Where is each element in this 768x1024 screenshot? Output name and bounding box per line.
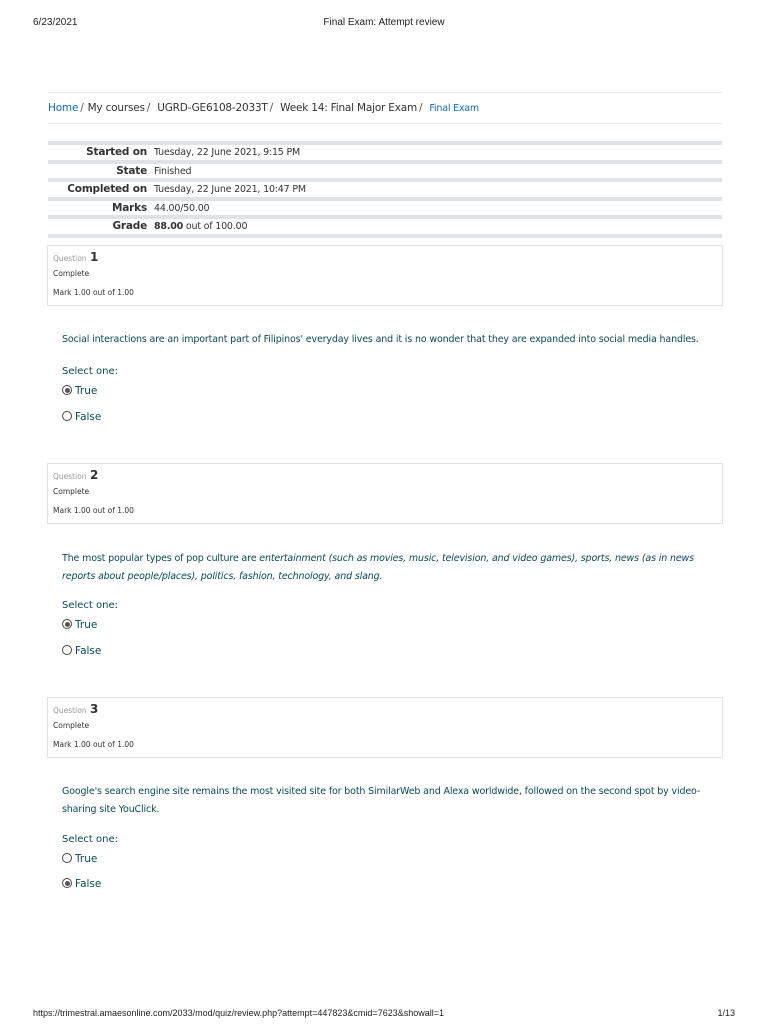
question-label: Question: [53, 254, 87, 263]
question-mark: Mark 1.00 out of 1.00: [53, 740, 134, 749]
summary-row-state: [48, 164, 722, 183]
page-number: 1/13: [717, 1008, 735, 1018]
print-date: 6/23/2021: [33, 17, 78, 28]
summary-label: Marks: [112, 201, 147, 214]
question-mark: Mark 1.00 out of 1.00: [53, 506, 134, 515]
question-number: [53, 250, 98, 264]
question-text-plain: The most popular types of pop culture are: [62, 553, 260, 564]
radio-selected-icon[interactable]: [62, 619, 72, 629]
summary-row-completed-on: [48, 182, 722, 201]
answer-option-true[interactable]: [62, 853, 97, 865]
summary-label: Grade: [112, 220, 147, 232]
option-label: True: [75, 385, 98, 397]
attempt-summary-table: [48, 141, 722, 238]
answer-option-false[interactable]: [62, 645, 101, 657]
select-one-label: Select one:: [62, 834, 119, 845]
option-label: False: [75, 411, 102, 423]
summary-row-started-on: [48, 145, 722, 164]
question-label: Question: [53, 472, 87, 481]
question-text-italic: entertainment (such as movies, music, television, and video games), sports, news (as in news reports about people/places), politics, fashion, technology, and slang.: [62, 553, 694, 582]
question-text: Google's search engine site remains the most visited site for both SimilarWeb and Alexa worldwide, followed on the second spot by video-sharing site YouClick.: [62, 786, 701, 815]
breadcrumb-home-link[interactable]: Home: [48, 102, 79, 114]
breadcrumb-current-link[interactable]: Final Exam: [429, 103, 479, 114]
option-label: False: [75, 878, 102, 890]
question-mark: Mark 1.00 out of 1.00: [53, 288, 134, 297]
breadcrumb-separator: /: [80, 102, 84, 114]
question-text: Social interactions are an important part of Filipinos' everyday lives and it is no wonder that they are expanded into social media handles.: [62, 334, 699, 345]
question-info-3: [47, 697, 723, 758]
summary-label: Completed on: [67, 183, 147, 195]
summary-row-grade: [48, 219, 722, 238]
question-number-value: 1: [89, 250, 99, 264]
radio-icon[interactable]: [62, 645, 72, 655]
radio-icon[interactable]: [62, 411, 72, 421]
summary-label: State: [116, 164, 147, 177]
breadcrumb-section-link[interactable]: Week 14: Final Major Exam: [280, 102, 418, 114]
question-info-2: [47, 463, 723, 524]
breadcrumb: [48, 92, 722, 124]
option-label: True: [75, 853, 98, 865]
breadcrumb-separator: /: [146, 102, 151, 114]
summary-value: Finished: [154, 165, 192, 177]
question-number: [53, 702, 98, 716]
select-one-label: Select one:: [62, 600, 119, 611]
select-one-label: Select one:: [62, 366, 119, 377]
question-number-value: 3: [89, 702, 99, 716]
grade-value: 88.00: [154, 221, 184, 232]
question-number: [53, 468, 98, 482]
question-text: [62, 550, 702, 586]
breadcrumb-separator: /: [269, 102, 273, 114]
print-title: Final Exam: Attempt review: [323, 17, 445, 28]
summary-row-marks: [48, 201, 722, 220]
breadcrumb-course-link[interactable]: UGRD-GE6108-2033T: [157, 102, 268, 114]
summary-value: Tuesday, 22 June 2021, 10:47 PM: [154, 184, 306, 195]
radio-selected-icon[interactable]: [62, 878, 72, 888]
question-info-1: [47, 245, 723, 306]
question-number-value: 2: [89, 468, 99, 482]
question-label: Question: [53, 706, 87, 715]
question-state: Complete: [53, 487, 90, 496]
breadcrumb-separator: /: [419, 102, 423, 114]
answer-option-true[interactable]: [62, 385, 97, 397]
answer-option-false[interactable]: [62, 411, 101, 423]
summary-value: Tuesday, 22 June 2021, 9:15 PM: [154, 147, 301, 158]
radio-selected-icon[interactable]: [62, 385, 72, 395]
question-state: Complete: [53, 721, 90, 730]
answer-option-false[interactable]: [62, 878, 101, 890]
breadcrumb-my-courses-link[interactable]: My courses: [87, 102, 145, 114]
question-state: Complete: [53, 269, 90, 278]
radio-icon[interactable]: [62, 853, 72, 863]
option-label: True: [75, 619, 98, 631]
option-label: False: [75, 645, 102, 657]
summary-value: 44.00/50.00: [154, 202, 210, 214]
grade-out-of: out of 100.00: [185, 221, 248, 232]
summary-label: Started on: [86, 146, 147, 158]
summary-value: [154, 221, 247, 232]
print-url: https://trimestral.amaesonline.com/2033/mod/quiz/review.php?attempt=447823&cmid=7623&showall=1: [33, 1008, 444, 1018]
answer-option-true[interactable]: [62, 619, 97, 631]
